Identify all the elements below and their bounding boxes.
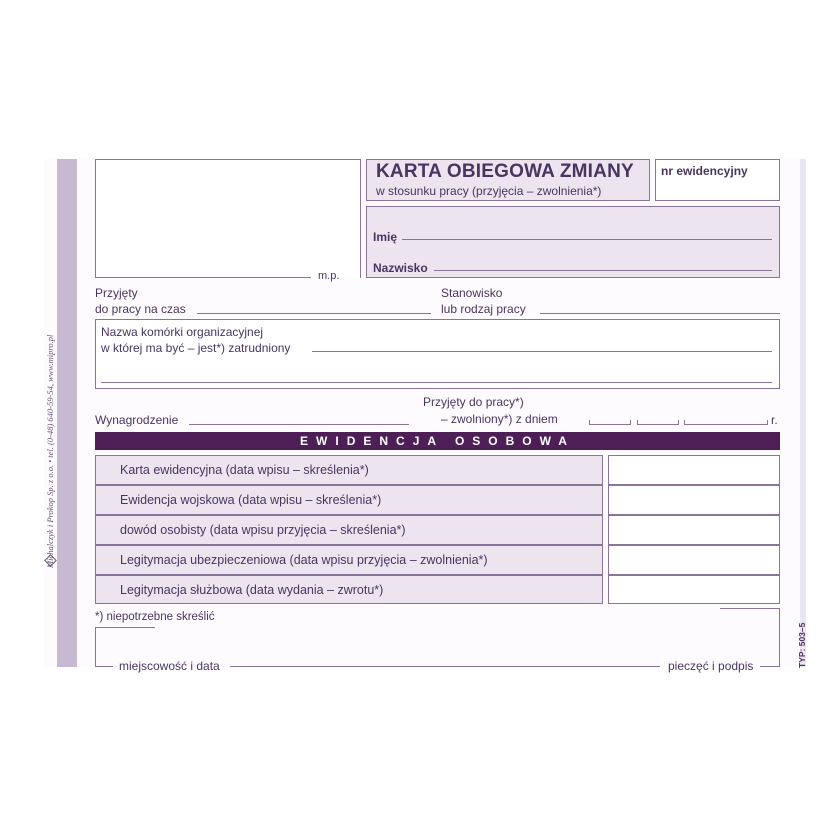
right-strip — [800, 159, 806, 667]
stamp-box-bottom-line — [95, 277, 311, 278]
signature-bottom-right-stub — [760, 666, 780, 667]
date-year-field[interactable] — [684, 420, 768, 425]
komorka-field-line1[interactable] — [312, 351, 772, 352]
przyjety-na-czas-field[interactable] — [197, 313, 431, 314]
row-legitymacja-ubezpieczeniowa-field[interactable] — [608, 545, 780, 575]
page-title: KARTA OBIEGOWA ZMIANY — [376, 161, 634, 182]
row-legitymacja-ubezpieczeniowa: Legitymacja ubezpieczeniowa (data wpisu przyjęcia – zwolnienia*) — [95, 545, 603, 575]
rok-suffix: r. — [771, 413, 778, 427]
nazwisko-label: Nazwisko — [373, 261, 428, 275]
przyjety-do-pracy-label: Przyjęty do pracy*) — [423, 395, 524, 409]
stamp-box — [95, 159, 361, 278]
wynagrodzenie-label: Wynagrodzenie — [95, 413, 179, 427]
form-type-code: TYP: 503–5 — [797, 622, 807, 668]
przyjety-label-line2: do pracy na czas — [95, 302, 186, 316]
imie-field[interactable] — [402, 239, 772, 240]
stanowisko-field[interactable] — [540, 313, 780, 314]
wynagrodzenie-field[interactable] — [189, 424, 409, 425]
name-box — [366, 206, 780, 278]
nr-ewidencyjny-label: nr ewidencyjny — [661, 164, 748, 178]
page-subtitle: w stosunku pracy (przyjęcia – zwolnienia*) — [376, 184, 602, 198]
miejscowosc-label: miejscowość i data — [119, 659, 220, 673]
row-dowod-osobisty: dowód osobisty (data wpisu przyjęcia – skreślenia*) — [95, 515, 603, 545]
footnote: *) niepotrzebne skreślić — [95, 611, 215, 623]
stanowisko-label-line2: lub rodzaj pracy — [441, 302, 526, 316]
nazwisko-field[interactable] — [434, 270, 772, 271]
imie-label: Imię — [373, 230, 398, 244]
row-karta-ewidencyjna-field[interactable] — [608, 455, 780, 485]
date-day-field[interactable] — [589, 420, 631, 425]
publisher-text: Michalczyk i Prokop Sp. z o.o. • tel. (0-48) 640-59-54, www.mipro.pl — [45, 334, 55, 568]
row-legitymacja-sluzbowa-field[interactable] — [608, 575, 780, 604]
row-dowod-osobisty-field[interactable] — [608, 515, 780, 545]
signature-bottom-left-stub — [95, 666, 113, 667]
pieczec-label: pieczęć i podpis — [668, 659, 754, 673]
zwolniony-z-dniem-label: – zwolniony*) z dniem — [441, 412, 558, 426]
komorka-label-line2: w której ma być – jest*) zatrudniony — [101, 341, 291, 355]
row-ewidencja-wojskowa-field[interactable] — [608, 485, 780, 515]
row-legitymacja-sluzbowa: Legitymacja służbowa (data wydania – zwrotu*) — [95, 575, 603, 604]
komorka-field-line2[interactable] — [101, 382, 772, 383]
left-strip — [57, 159, 77, 667]
date-month-field[interactable] — [637, 420, 679, 425]
przyjety-label-line1: Przyjęty — [95, 286, 138, 300]
miejscowosc-pieczec-line[interactable] — [230, 666, 660, 667]
stanowisko-label-line1: Stanowisko — [441, 286, 503, 300]
row-ewidencja-wojskowa: Ewidencja wojskowa (data wpisu – skreślenia*) — [95, 485, 603, 515]
section-band-ewidencja: EWIDENCJA OSOBOWA — [95, 432, 780, 450]
mp-label: m.p. — [318, 270, 340, 282]
komorka-label-line1: Nazwa komórki organizacyjnej — [101, 325, 264, 339]
row-karta-ewidencyjna: Karta ewidencyjna (data wpisu – skreślenia*) — [95, 455, 603, 485]
